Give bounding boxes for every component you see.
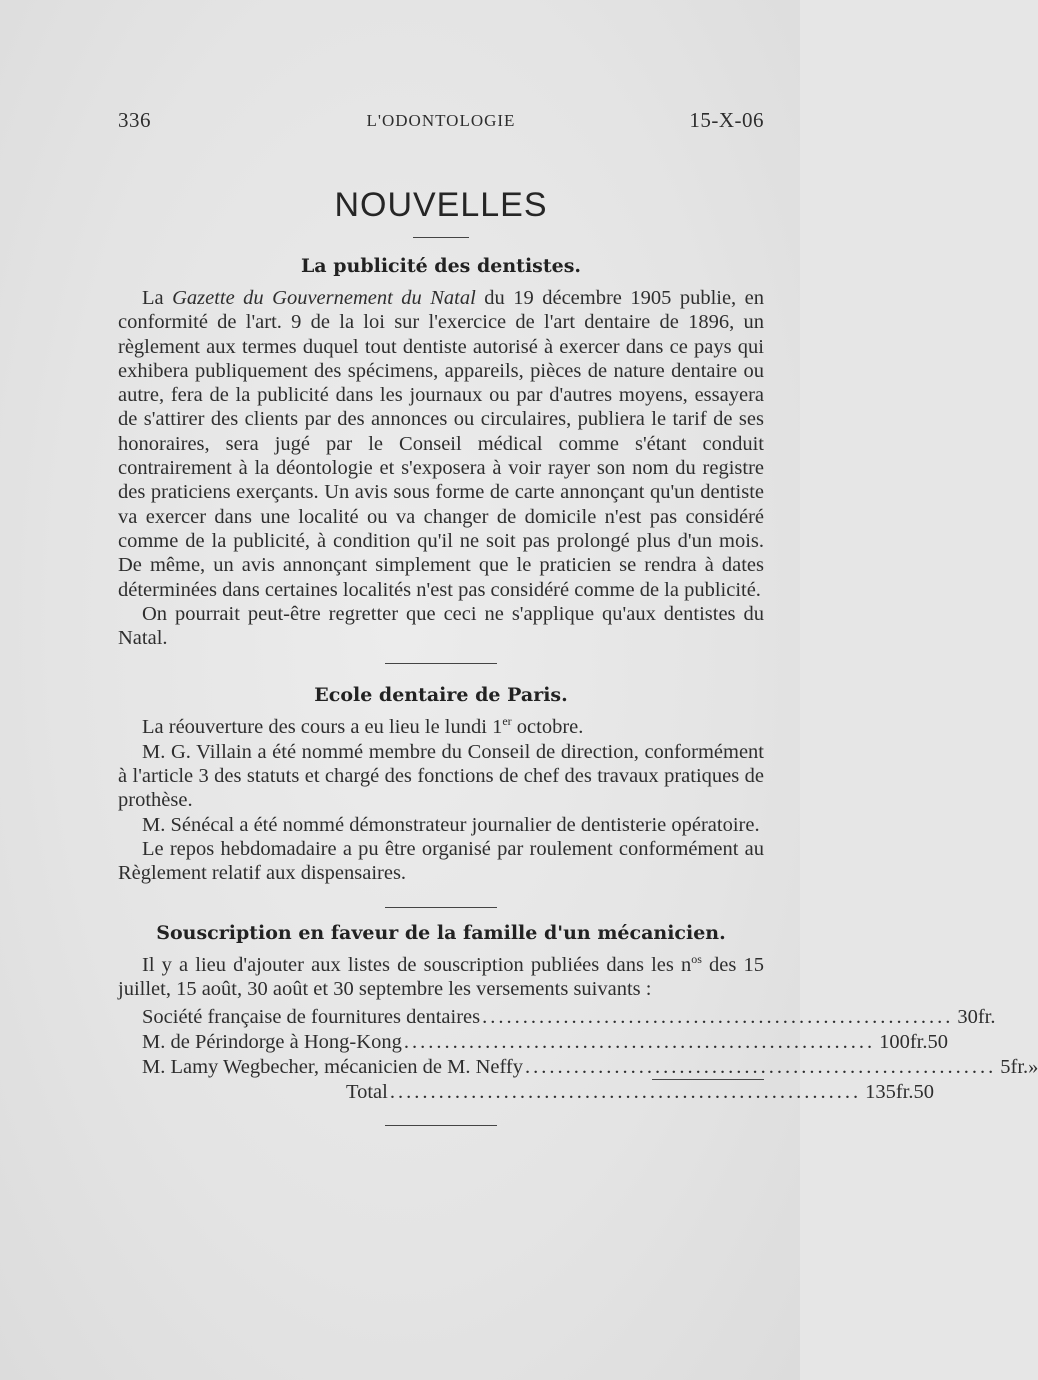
dot-leader: .......................................................... bbox=[482, 1006, 954, 1029]
total-cents: 50 bbox=[913, 1081, 934, 1104]
subscription-amount: 30 bbox=[957, 1006, 978, 1029]
currency-unit: fr. bbox=[909, 1031, 928, 1054]
subscription-list bbox=[118, 1005, 1038, 1105]
currency-unit: fr. bbox=[977, 1006, 996, 1029]
publicite-paragraph-2: On pourrait peut-être regretter que ceci ne s'applique qu'aux dentistes du Natal. bbox=[118, 602, 764, 650]
publicite-paragraph-1: La Gazette du Gouvernement du Natal du 19 décembre 1905 publie, en conformité de l'art. 9 de la loi sur l'exercice de l'art dentaire de 1896, un règlement aux termes duquel tout dentiste autorisé à exercer dans ce pays qui exhibera publiquement des spécimens, appareils, pièces de nature dentaire ou autre, fera de la publicité dans les journaux ou par d'autres moyens, essayera de s'attirer des clients par des annonces ou circulaires, publiera le tarif de ses honoraires, sera jugé par le Conseil médical comme s'étant conduit contrairement à la déontologie et s'exposera à voir rayer son nom du registre des praticiens exerçants. Un avis sous forme de carte annonçant qu'un dentiste va exercer dans une localité ou va changer de domicile n'est pas considéré comme de la publicité, à condition qu'il ne soit pas prolongé plus d'un mois. De même, un avis annonçant simplement que le praticien se rendra à dates déterminées dans certaines localités n'est pas considéré comme de la publicité. bbox=[118, 287, 764, 601]
currency-unit: fr. bbox=[1010, 1056, 1029, 1079]
page-number: 336 bbox=[118, 108, 151, 132]
subscription-row bbox=[118, 1055, 1038, 1080]
dot-leader: .......................................................... bbox=[403, 1031, 876, 1054]
section-divider-1 bbox=[385, 663, 497, 664]
section-heading-publicite: La publicité des dentistes. bbox=[300, 255, 582, 277]
subscriber-name: M. Lamy Wegbecher, mécanicien de M. Neffy bbox=[142, 1056, 524, 1079]
subscription-amount: 100 bbox=[879, 1031, 910, 1054]
total-rule bbox=[652, 1079, 764, 1080]
subscription-amount: 5 bbox=[1000, 1056, 1011, 1079]
dot-leader: .......................................................... bbox=[389, 1081, 862, 1104]
ecole-paragraph-2: M. G. Villain a été nommé membre du Conseil de direction, conformément à l'article 3 des statuts et chargé des fonctions de chef des travaux pratiques de prothèse. bbox=[118, 740, 764, 812]
subscriber-name: M. de Périndorge à Hong-Kong bbox=[142, 1031, 402, 1054]
subscriber-name: Société française de fournitures dentaires bbox=[142, 1006, 481, 1029]
section-heading-souscription: Souscription en faveur de la famille d'un mécanicien. bbox=[156, 921, 726, 944]
gazette-title: Gazette du Gouvernement du Natal bbox=[172, 287, 476, 309]
subscription-cents: 50 bbox=[927, 1031, 948, 1054]
total-label: Total bbox=[346, 1081, 388, 1104]
issue-date: 15-X-06 bbox=[689, 108, 764, 132]
currency-unit: fr. bbox=[895, 1081, 914, 1104]
souscription-intro: Il y a lieu d'ajouter aux listes de souscription publiées dans les $n^{os}$ des 15 juillet, 15 août, 30 août et 30 septembre les versements suivants : bbox=[118, 951, 764, 1000]
section-heading-ecole: Ecole dentaire de Paris. bbox=[314, 684, 568, 707]
subscription-row bbox=[118, 1005, 996, 1030]
end-divider bbox=[385, 1125, 497, 1126]
ecole-paragraph-1: La réouverture des cours a eu lieu le lundi 1er octobre. bbox=[142, 714, 584, 739]
ecole-paragraph-4: Le repos hebdomadaire a pu être organisé par roulement conformément au Règlement relatif aux dispensaires. bbox=[118, 837, 764, 885]
page-content bbox=[118, 108, 1038, 1126]
subscription-cents: » bbox=[1028, 1056, 1038, 1079]
dot-leader: .......................................................... bbox=[525, 1056, 997, 1079]
journal-title: L'ODONTOLOGIE bbox=[366, 111, 516, 130]
subscription-row bbox=[118, 1030, 948, 1055]
subscription-total-row bbox=[118, 1080, 934, 1105]
ecole-paragraph-3: M. Sénécal a été nommé démonstrateur journalier de dentisterie opératoire. bbox=[142, 813, 760, 836]
section-divider-2 bbox=[385, 907, 497, 908]
running-header bbox=[118, 108, 764, 138]
total-amount: 135 bbox=[865, 1081, 896, 1104]
page-title: NOUVELLES bbox=[334, 186, 548, 224]
title-divider bbox=[413, 237, 469, 238]
